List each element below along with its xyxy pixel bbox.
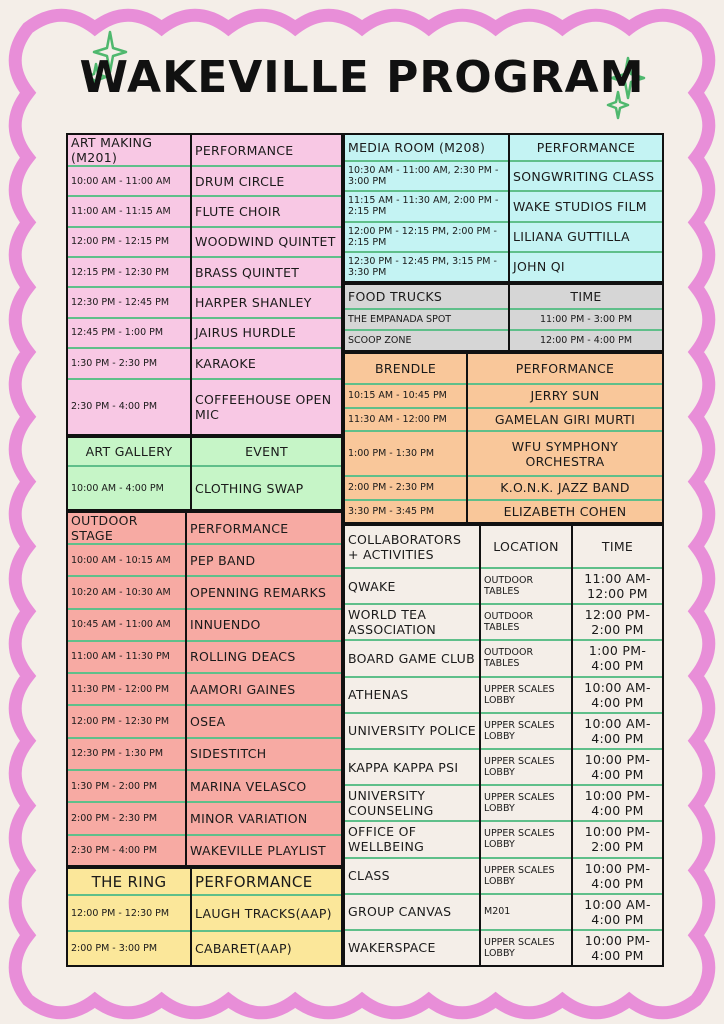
vendor-cell: THE EMPANADA SPOT (345, 309, 509, 330)
table-row (68, 738, 341, 770)
time-cell: 12:00 PM-2:00 PM (572, 604, 662, 640)
location-cell: UPPER SCALES LOBBY (480, 785, 572, 821)
table-row (68, 641, 341, 673)
food-trucks-header-row (345, 285, 662, 309)
performance-cell: WOODWIND QUINTET (191, 227, 341, 257)
time-cell: 11:00 PM - 3:00 PM (509, 309, 662, 330)
activity-cell: UNIVERSITY COUNSELING (345, 785, 480, 821)
column-header: LOCATION (480, 526, 572, 568)
table-row (345, 677, 662, 713)
performance-cell: HARPER SHANLEY (191, 287, 341, 317)
time-cell: 10:00 AM - 11:00 AM (68, 166, 191, 196)
performance-cell: OSEA (186, 705, 341, 737)
time-cell: 10:30 AM - 11:00 AM, 2:30 PM - 3:00 PM (345, 161, 509, 191)
column-header: PERFORMANCE (186, 513, 341, 544)
table-row (68, 705, 341, 737)
media-room-section (343, 133, 664, 283)
column-header: THE RING (91, 872, 167, 891)
column-header: BRENDLE (374, 361, 437, 376)
time-cell: 10:00 PM-4:00 PM (572, 930, 662, 965)
time-cell: 10:45 AM - 11:00 AM (68, 609, 186, 641)
time-cell: 12:30 PM - 12:45 PM (68, 287, 191, 317)
performance-cell: JOHN QI (509, 252, 662, 281)
time-cell: 10:00 PM-4:00 PM (572, 749, 662, 785)
performance-cell: INNUENDO (186, 609, 341, 641)
column-header: OUTDOOR STAGE (71, 513, 138, 543)
column-header: FOOD TRUCKS (348, 289, 443, 304)
table-row (68, 379, 341, 434)
table-row (68, 287, 341, 317)
column-header: ART GALLERY (85, 444, 173, 459)
location-cell: UPPER SCALES LOBBY (480, 930, 572, 965)
time-cell: 12:30 PM - 1:30 PM (68, 738, 186, 770)
performance-cell: COFFEEHOUSE OPEN MIC (191, 379, 341, 434)
media-room-header-row (345, 135, 662, 161)
table-row (68, 466, 341, 509)
art-gallery-section (66, 436, 343, 511)
column-header: EVENT (191, 438, 341, 466)
time-cell: 1:30 PM - 2:00 PM (68, 770, 186, 802)
table-row (68, 318, 341, 348)
table-row (68, 895, 341, 931)
column-header: PERFORMANCE (467, 354, 662, 384)
time-cell: 10:00 AM-4:00 PM (572, 894, 662, 930)
table-row (68, 196, 341, 226)
activity-cell: QWAKE (345, 568, 480, 604)
location-cell: OUTDOOR TABLES (480, 568, 572, 604)
performance-cell: CABARET(AAP) (191, 931, 341, 965)
table-row (345, 161, 662, 191)
table-row (345, 191, 662, 221)
art-gallery-header-row (68, 438, 341, 466)
performance-cell: WAKEVILLE PLAYLIST (186, 835, 341, 865)
time-cell: 12:30 PM - 12:45 PM, 3:15 PM - 3:30 PM (345, 252, 509, 281)
table-row (345, 222, 662, 252)
table-row (68, 348, 341, 378)
table-row (68, 544, 341, 576)
table-row (68, 835, 341, 865)
location-cell: M201 (480, 894, 572, 930)
location-cell: UPPER SCALES LOBBY (480, 677, 572, 713)
activity-cell: BOARD GAME CLUB (345, 640, 480, 676)
table-row (345, 568, 662, 604)
table-row (345, 713, 662, 749)
performance-cell: PEP BAND (186, 544, 341, 576)
table-row (345, 785, 662, 821)
collaborators-header-row (345, 526, 662, 568)
time-cell: 12:00 PM - 12:15 PM (68, 227, 191, 257)
time-cell: 10:20 AM - 10:30 AM (68, 576, 186, 608)
table-row (68, 802, 341, 834)
table-row (68, 931, 341, 965)
activity-cell: KAPPA KAPPA PSI (345, 749, 480, 785)
time-cell: 10:00 PM-4:00 PM (572, 785, 662, 821)
activity-cell: CLASS (345, 858, 480, 894)
brendle-header-row (345, 354, 662, 384)
performance-cell: WAKE STUDIOS FILM (509, 191, 662, 221)
event-cell: CLOTHING SWAP (191, 466, 341, 509)
table-row (345, 500, 662, 522)
time-cell: 1:30 PM - 2:30 PM (68, 348, 191, 378)
column-header: COLLABORATORS + ACTIVITIES (348, 531, 462, 562)
time-cell: 11:30 PM - 12:00 PM (68, 673, 186, 705)
time-cell: 12:00 PM - 12:30 PM (68, 895, 191, 931)
performance-cell: FLUTE CHOIR (191, 196, 341, 226)
performance-cell: JERRY SUN (467, 384, 662, 408)
table-row (345, 894, 662, 930)
performance-cell: SONGWRITING CLASS (509, 161, 662, 191)
activity-cell: GROUP CANVAS (345, 894, 480, 930)
column-header: PERFORMANCE (509, 135, 662, 161)
activity-cell: UNIVERSITY POLICE (345, 713, 480, 749)
performance-cell: DRUM CIRCLE (191, 166, 341, 196)
table-row (345, 408, 662, 432)
table-row (345, 930, 662, 965)
time-cell: 11:00 AM - 11:30 PM (68, 641, 186, 673)
table-row (345, 604, 662, 640)
activity-cell: ATHENAS (345, 677, 480, 713)
time-cell: 12:45 PM - 1:00 PM (68, 318, 191, 348)
art-making-header-row (68, 135, 341, 166)
time-cell: 10:00 PM-4:00 PM (572, 858, 662, 894)
table-row (345, 821, 662, 857)
table-row (345, 431, 662, 476)
table-row (68, 576, 341, 608)
performance-cell: MINOR VARIATION (186, 802, 341, 834)
column-header: TIME (572, 526, 662, 568)
activity-cell: WORLD TEA ASSOCIATION (345, 604, 480, 640)
performance-cell: LILIANA GUTTILLA (509, 222, 662, 252)
activity-cell: WAKERSPACE (345, 930, 480, 965)
collaborators-section (343, 524, 664, 967)
outdoor-stage-header-row (68, 513, 341, 544)
location-cell: OUTDOOR TABLES (480, 604, 572, 640)
performance-cell: MARINA VELASCO (186, 770, 341, 802)
table-row (345, 476, 662, 500)
table-row (345, 309, 662, 330)
time-cell: 11:00 AM-12:00 PM (572, 568, 662, 604)
time-cell: 2:00 PM - 2:30 PM (345, 476, 467, 500)
outdoor-stage-section (66, 511, 343, 867)
time-cell: 2:00 PM - 3:00 PM (68, 931, 191, 965)
table-row (68, 770, 341, 802)
time-cell: 11:00 AM - 11:15 AM (68, 196, 191, 226)
column-header: PERFORMANCE (191, 135, 341, 166)
table-row (345, 749, 662, 785)
time-cell: 12:15 PM - 12:30 PM (68, 257, 191, 287)
time-cell: 2:30 PM - 4:00 PM (68, 835, 186, 865)
performance-cell: WFU SYMPHONY ORCHESTRA (467, 431, 662, 476)
activity-cell: OFFICE OF WELLBEING (345, 821, 480, 857)
column-header: MEDIA ROOM (M208) (348, 140, 486, 155)
time-cell: 1:00 PM - 1:30 PM (345, 431, 467, 476)
the-ring-section (66, 867, 343, 967)
schedule-grid (66, 133, 664, 967)
time-cell: 12:00 PM - 12:15 PM, 2:00 PM - 2:15 PM (345, 222, 509, 252)
time-cell: 12:00 PM - 4:00 PM (509, 330, 662, 350)
table-row (345, 330, 662, 350)
food-trucks-section (343, 283, 664, 352)
table-row (345, 858, 662, 894)
table-row (68, 166, 341, 196)
table-row (345, 384, 662, 408)
column-header: TIME (509, 285, 662, 309)
art-making-section (66, 133, 343, 436)
vendor-cell: SCOOP ZONE (345, 330, 509, 350)
location-cell: UPPER SCALES LOBBY (480, 821, 572, 857)
location-cell: UPPER SCALES LOBBY (480, 858, 572, 894)
time-cell: 1:00 PM-4:00 PM (572, 640, 662, 676)
performance-cell: OPENNING REMARKS (186, 576, 341, 608)
time-cell: 11:30 AM - 12:00 PM (345, 408, 467, 432)
performance-cell: BRASS QUINTET (191, 257, 341, 287)
table-row (345, 640, 662, 676)
performance-cell: AAMORI GAINES (186, 673, 341, 705)
performance-cell: ROLLING DEACS (186, 641, 341, 673)
time-cell: 12:00 PM - 12:30 PM (68, 705, 186, 737)
the-ring-header-row (68, 869, 341, 895)
time-cell: 10:00 AM-4:00 PM (572, 677, 662, 713)
performance-cell: SIDESTITCH (186, 738, 341, 770)
location-cell: UPPER SCALES LOBBY (480, 713, 572, 749)
column-header: PERFORMANCE (191, 869, 341, 895)
table-row (345, 252, 662, 281)
location-cell: UPPER SCALES LOBBY (480, 749, 572, 785)
time-cell: 2:00 PM - 2:30 PM (68, 802, 186, 834)
location-cell: OUTDOOR TABLES (480, 640, 572, 676)
performance-cell: K.O.N.K. JAZZ BAND (467, 476, 662, 500)
page-title: WAKEVILLE PROGRAM (79, 52, 645, 103)
time-cell: 10:00 AM - 4:00 PM (68, 466, 191, 509)
table-row (68, 257, 341, 287)
performance-cell: LAUGH TRACKS(AAP) (191, 895, 341, 931)
table-row (68, 673, 341, 705)
time-cell: 10:00 AM - 10:15 AM (68, 544, 186, 576)
performance-cell: JAIRUS HURDLE (191, 318, 341, 348)
table-row (68, 227, 341, 257)
performance-cell: KARAOKE (191, 348, 341, 378)
column-header: ART MAKING (M201) (71, 135, 153, 165)
time-cell: 3:30 PM - 3:45 PM (345, 500, 467, 522)
table-row (68, 609, 341, 641)
performance-cell: GAMELAN GIRI MURTI (467, 408, 662, 432)
time-cell: 10:00 AM-4:00 PM (572, 713, 662, 749)
time-cell: 11:15 AM - 11:30 AM, 2:00 PM - 2:15 PM (345, 191, 509, 221)
time-cell: 10:15 AM - 10:45 PM (345, 384, 467, 408)
brendle-section (343, 352, 664, 524)
time-cell: 2:30 PM - 4:00 PM (68, 379, 191, 434)
performance-cell: ELIZABETH COHEN (467, 500, 662, 522)
time-cell: 10:00 PM-2:00 PM (572, 821, 662, 857)
